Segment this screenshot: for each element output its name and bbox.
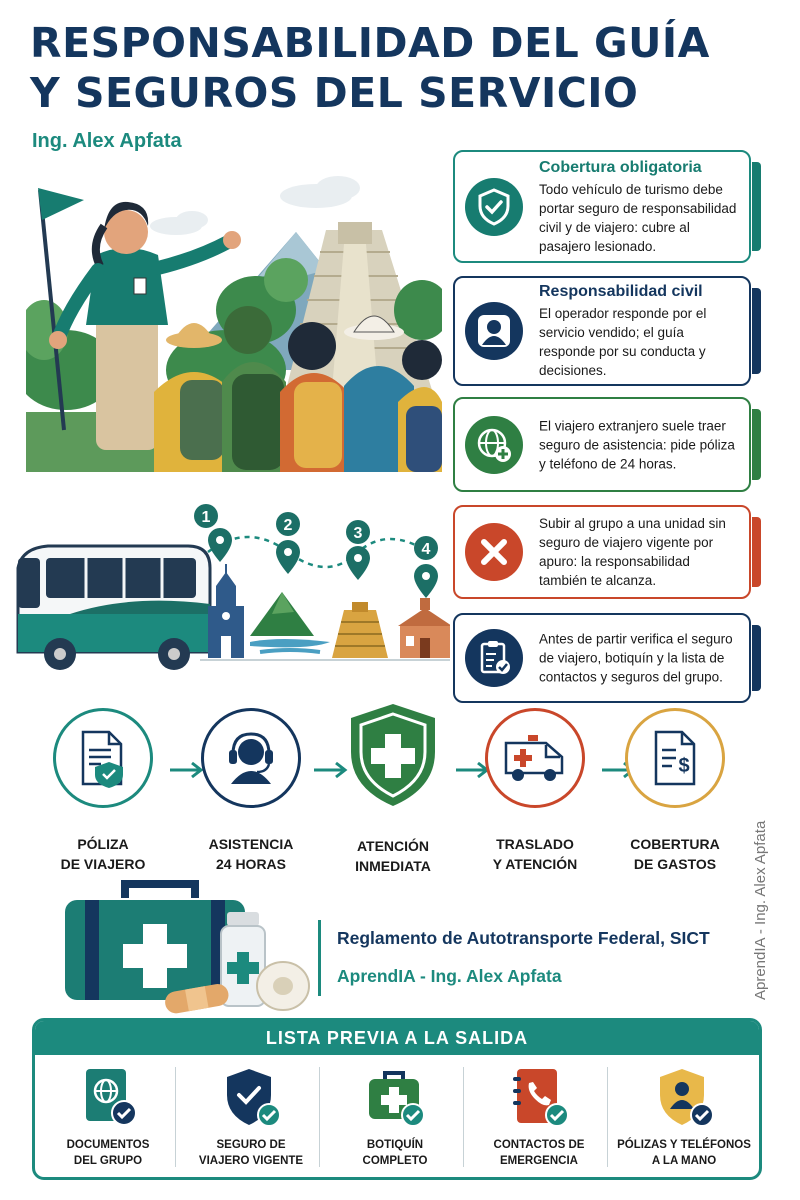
bus-icon (18, 546, 210, 670)
step-label-line2: DE VIAJERO (60, 856, 146, 872)
first-aid-kit-icon (363, 1065, 427, 1129)
route-pin-3 (346, 520, 370, 580)
divider (319, 1067, 320, 1167)
headset-agent-icon (201, 708, 301, 808)
checklist-label-line2: COMPLETO (362, 1155, 428, 1167)
step-label-line1: COBERTURA (630, 836, 720, 852)
card-seguro-asistencia (453, 397, 751, 492)
passport-icon (76, 1065, 140, 1129)
guide-with-group-illustration (26, 160, 442, 472)
title-line-1: RESPONSABILIDAD DEL GUÍA (30, 19, 710, 67)
card-cobertura-obligatoria (453, 150, 751, 263)
medical-shield-icon (343, 700, 443, 810)
checklist-label-line2: DEL GRUPO (73, 1155, 143, 1167)
divider (607, 1067, 608, 1167)
step-label-line1: ATENCIÓN (356, 838, 430, 854)
step-atencion (328, 708, 458, 876)
side-credit-text: AprendIA - Ing. Alex Apfata (752, 820, 769, 1000)
card-advertencia (453, 505, 751, 599)
source-credit: AprendIA - Ing. Alex Apfata (337, 966, 562, 986)
checklist-item-documentos (35, 1065, 181, 1173)
step-label-line2: Y ATENCIÓN (492, 856, 578, 872)
step-poliza (38, 708, 168, 874)
route-pin-2 (276, 512, 300, 574)
checklist-item-contactos (466, 1065, 612, 1173)
card-text: Antes de partir verifica el seguro de viajero, botiquín y la lista de contactos y seguros del grupo. (539, 631, 733, 685)
page-title (30, 18, 750, 118)
step-label-line1: PÓLIZA (77, 836, 129, 852)
person-icon (465, 302, 523, 360)
shield-icon (219, 1065, 283, 1129)
checklist-item-polizas (611, 1065, 757, 1173)
checklist-label-line2: EMERGENCIA (500, 1155, 578, 1167)
step-label-line1: TRASLADO (496, 836, 574, 852)
clipboard-check-icon (465, 629, 523, 687)
card-text: Todo vehículo de turismo debe portar seguro de responsabilidad civil y de viajero: cubre al pasajero lesionado. (539, 181, 737, 254)
checklist-label-line2: VIAJERO VIGENTE (198, 1155, 304, 1167)
checklist-title: LISTA PREVIA A LA SALIDA (35, 1021, 759, 1055)
checklist-label-line1: PÓLIZAS Y TELÉFONOS (617, 1139, 751, 1151)
x-icon (465, 523, 523, 581)
colonial-building-icon (398, 598, 450, 658)
step-label-line2: DE GASTOS (633, 856, 717, 872)
policy-badge-icon (652, 1065, 716, 1129)
checklist-label-line1: CONTACTOS DE (493, 1139, 585, 1151)
checklist-label-line1: SEGURO DE (216, 1139, 286, 1151)
policy-document-icon (53, 708, 153, 808)
title-line-2: Y SEGUROS DEL SERVICIO (30, 69, 639, 117)
route-stop-label: 1 (201, 509, 211, 526)
checklist-label-line1: BOTIQUÍN (366, 1139, 424, 1151)
step-traslado (470, 708, 600, 874)
author: Ing. Alex Apfata (32, 130, 182, 152)
card-text: El operador responde por el servicio vendido; el guía responde por su conducta y decisiones. (539, 306, 707, 378)
checklist-panel (32, 1018, 762, 1180)
church-icon (208, 564, 244, 658)
step-cobertura (610, 708, 740, 874)
source-regulation: Reglamento de Autotransporte Federal, SICT (337, 928, 710, 948)
first-aid-kit-illustration (55, 876, 315, 1016)
expense-document-icon (625, 708, 725, 808)
step-label-line2: 24 HORAS (215, 856, 287, 872)
route-stop-label: 3 (353, 525, 363, 542)
card-verificacion (453, 613, 751, 703)
route-pin-4 (414, 536, 438, 598)
step-asistencia (186, 708, 316, 874)
travelers-group (154, 306, 442, 472)
phone-book-icon (507, 1065, 571, 1129)
divider (175, 1067, 176, 1167)
tour-route-illustration (10, 496, 450, 696)
card-text: Subir al grupo a una unidad sin seguro de viajero vigente por apuro: la responsabilidad también te alcanza. (539, 516, 726, 588)
small-pyramid-icon (332, 602, 388, 658)
svg-text:$: $ (678, 755, 690, 777)
checklist-item-botiquin (322, 1065, 468, 1173)
checklist-label-line1: DOCUMENTOS (66, 1139, 150, 1151)
card-responsabilidad-civil (453, 276, 751, 386)
globe-plus-icon (465, 416, 523, 474)
checklist-label-line2: A LA MANO (651, 1155, 717, 1167)
step-label-line2: INMEDIATA (355, 858, 431, 874)
source-block (318, 920, 710, 996)
route-stop-label: 4 (421, 541, 431, 558)
card-text: El viajero extranjero suele traer seguro de asistencia: pide póliza y teléfono de 24 horas. (539, 418, 735, 471)
card-title: Responsabilidad civil (539, 283, 703, 300)
divider (463, 1067, 464, 1167)
shield-check-icon (465, 178, 523, 236)
step-label-line1: ASISTENCIA (208, 836, 294, 852)
route-stop-label: 2 (283, 517, 293, 534)
process-steps (20, 708, 740, 878)
checklist-item-seguro (178, 1065, 324, 1173)
card-title: Cobertura obligatoria (539, 158, 702, 176)
ambulance-icon (485, 708, 585, 808)
